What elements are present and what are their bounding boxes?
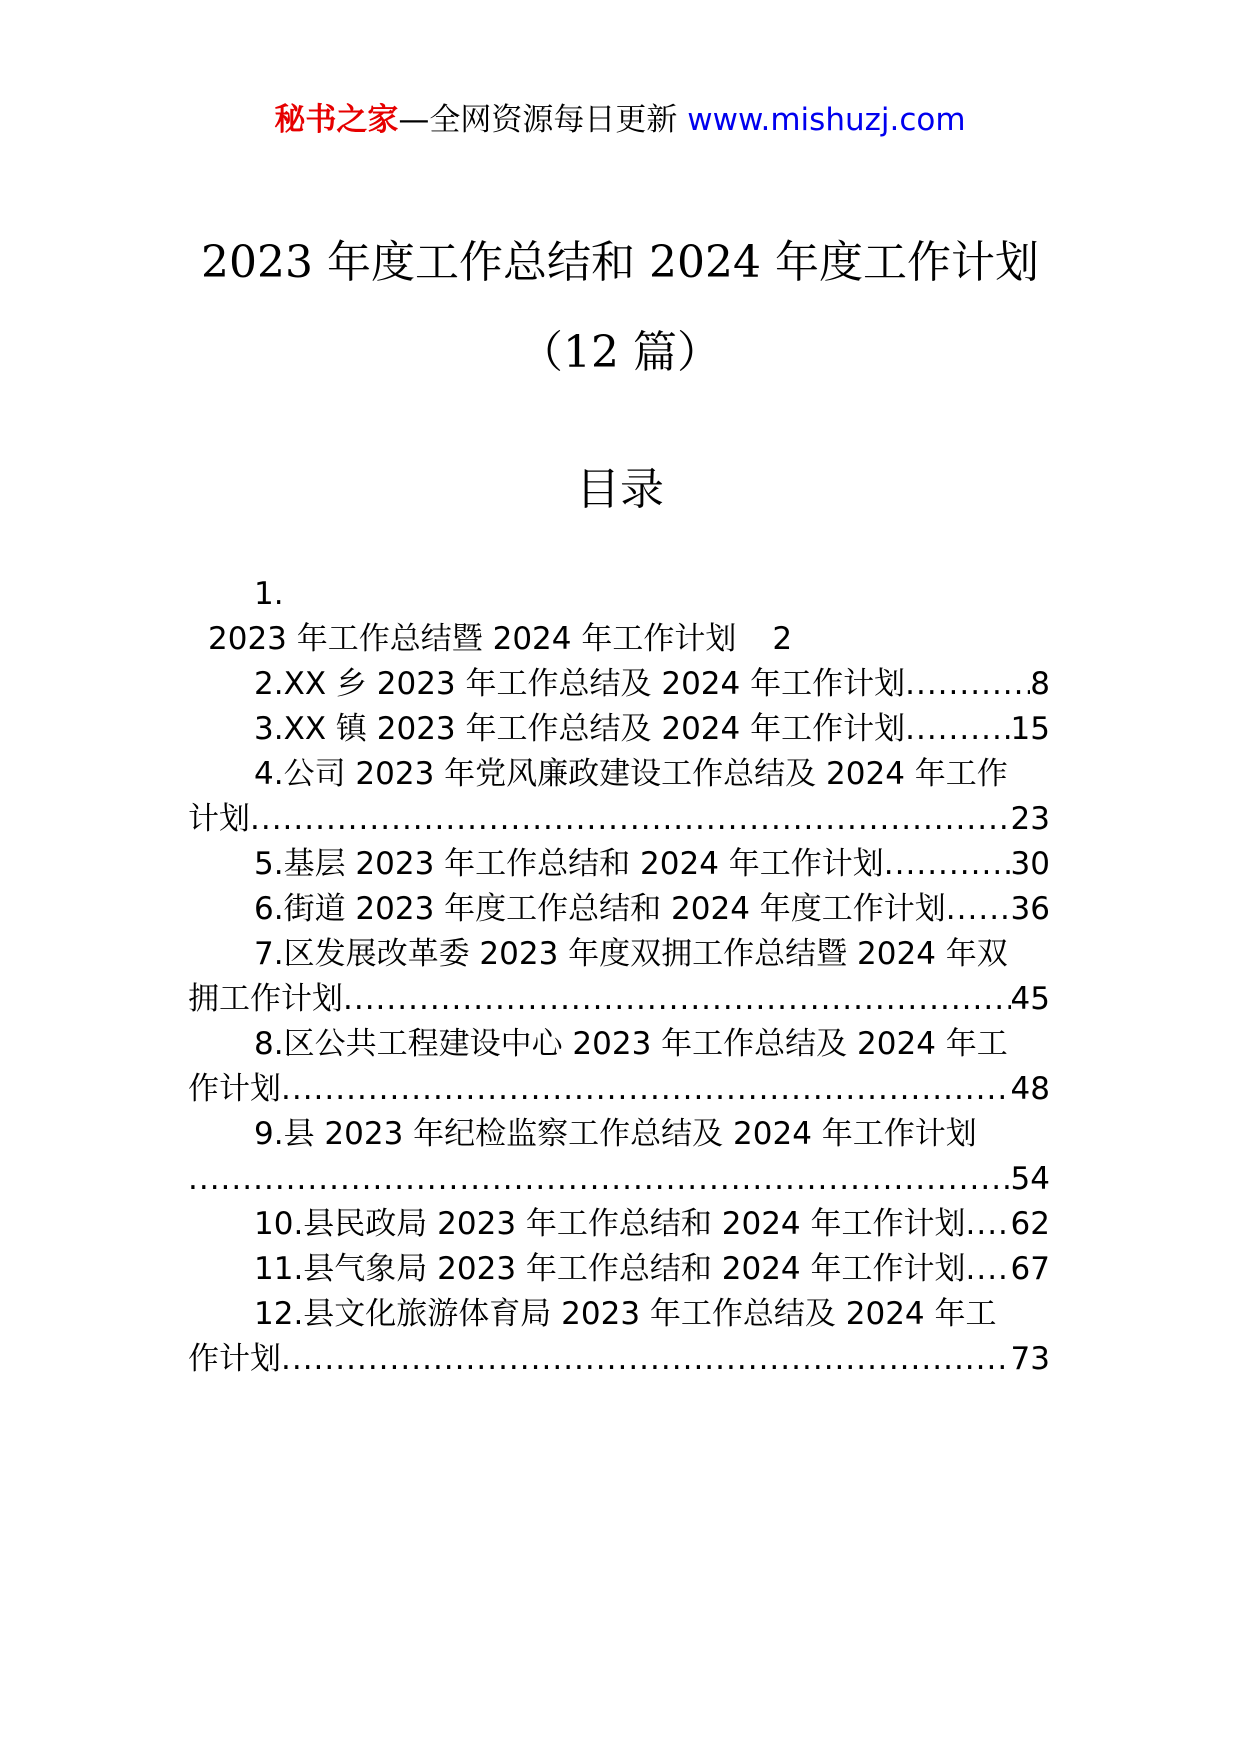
toc-entry-7-line1[interactable] <box>188 932 1050 977</box>
toc-entry-10[interactable] <box>188 1202 1050 1247</box>
toc-entry-text: 7.区发展改革委 2023 年度双拥工作总结暨 2024 年双 <box>254 936 1008 972</box>
leader-dots <box>905 662 1030 707</box>
toc-entry-text: 11.县气象局 2023 年工作总结和 2024 年工作计划 <box>254 1251 966 1287</box>
toc-page-number: 30 <box>1010 846 1050 882</box>
document-title: 2023 年度工作总结和 2024 年度工作计划 <box>201 237 1039 288</box>
brand-name: 秘书之家 <box>274 102 399 138</box>
toc-entry-8-line2[interactable] <box>188 1067 1050 1112</box>
leader-dots <box>343 977 1011 1022</box>
toc-entry-text: 12.县文化旅游体育局 2023 年工作总结及 2024 年工 <box>254 1296 997 1332</box>
toc-entry-text: 2023 年工作总结暨 2024 年工作计划 <box>208 621 737 657</box>
toc-page-number: 73 <box>1010 1341 1050 1377</box>
toc-entry-1[interactable] <box>188 617 1050 662</box>
toc-entry-12-line1[interactable] <box>188 1292 1050 1337</box>
toc-page-number: 15 <box>1010 711 1050 747</box>
leader-dots <box>946 887 1011 932</box>
toc-entry-text: 2.XX 乡 2023 年工作总结及 2024 年工作计划 <box>254 666 906 702</box>
leader-dots <box>966 1247 1011 1292</box>
toc-entry-3[interactable] <box>188 707 1050 752</box>
toc-page-number: 23 <box>1010 801 1050 837</box>
leader-dots <box>250 797 1011 842</box>
toc-entry-9-line2[interactable] <box>188 1157 1050 1202</box>
toc-entry-5[interactable] <box>188 842 1050 887</box>
toc-page-number: 67 <box>1010 1251 1050 1287</box>
toc-page-number: 62 <box>1010 1206 1050 1242</box>
toc-entry-text-cont: 作计划 <box>188 1071 281 1107</box>
toc-entry-7-line2[interactable] <box>188 977 1050 1022</box>
site-url-link[interactable]: www.mishuzj.com <box>687 102 966 138</box>
toc-page-number: 2 <box>772 621 793 657</box>
leader-dots <box>884 842 1011 887</box>
toc-entry-4-line1[interactable] <box>188 752 1050 797</box>
toc-entry-8-line1[interactable] <box>188 1022 1050 1067</box>
toc-page-number: 48 <box>1010 1071 1050 1107</box>
leader-dots <box>905 707 1010 752</box>
toc-entry-12-line2[interactable] <box>188 1337 1050 1382</box>
leader-dots <box>966 1202 1011 1247</box>
toc-entry-9-line1[interactable] <box>188 1112 1050 1157</box>
toc-entry-1-number[interactable] <box>188 572 1050 617</box>
leader-dots <box>281 1067 1011 1112</box>
leader-dots <box>281 1337 1011 1382</box>
toc-entry-2[interactable] <box>188 662 1050 707</box>
toc-entry-text-cont: 作计划 <box>188 1341 281 1377</box>
toc-heading: 目录 <box>576 464 664 515</box>
table-of-contents <box>188 572 1050 1382</box>
toc-page-number: 54 <box>1010 1161 1050 1197</box>
toc-entry-11[interactable] <box>188 1247 1050 1292</box>
toc-entry-6[interactable] <box>188 887 1050 932</box>
document-subtitle: （12 篇） <box>519 327 721 378</box>
toc-entry-text: 3.XX 镇 2023 年工作总结及 2024 年工作计划 <box>254 711 906 747</box>
toc-entry-4-line2[interactable] <box>188 797 1050 842</box>
toc-page-number: 8 <box>1030 666 1050 702</box>
site-header <box>0 100 1240 140</box>
toc-entry-text: 6.街道 2023 年度工作总结和 2024 年度工作计划 <box>254 891 946 927</box>
toc-entry-text-cont: 计划 <box>188 801 250 837</box>
toc-number: 1. <box>254 576 284 612</box>
header-tagline: —全网资源每日更新 <box>398 102 688 138</box>
toc-entry-text: 8.区公共工程建设中心 2023 年工作总结及 2024 年工 <box>254 1026 1008 1062</box>
toc-entry-text: 9.县 2023 年纪检监察工作总结及 2024 年工作计划 <box>254 1116 977 1152</box>
toc-entry-text-cont: 拥工作计划 <box>188 981 343 1017</box>
toc-page-number: 36 <box>1010 891 1050 927</box>
toc-page-number: 45 <box>1010 981 1050 1017</box>
toc-entry-text: 10.县民政局 2023 年工作总结和 2024 年工作计划 <box>254 1206 966 1242</box>
toc-entry-text: 5.基层 2023 年工作总结和 2024 年工作计划 <box>254 846 884 882</box>
toc-entry-text: 4.公司 2023 年党风廉政建设工作总结及 2024 年工作 <box>254 756 1008 792</box>
leader-dots <box>188 1157 1011 1202</box>
